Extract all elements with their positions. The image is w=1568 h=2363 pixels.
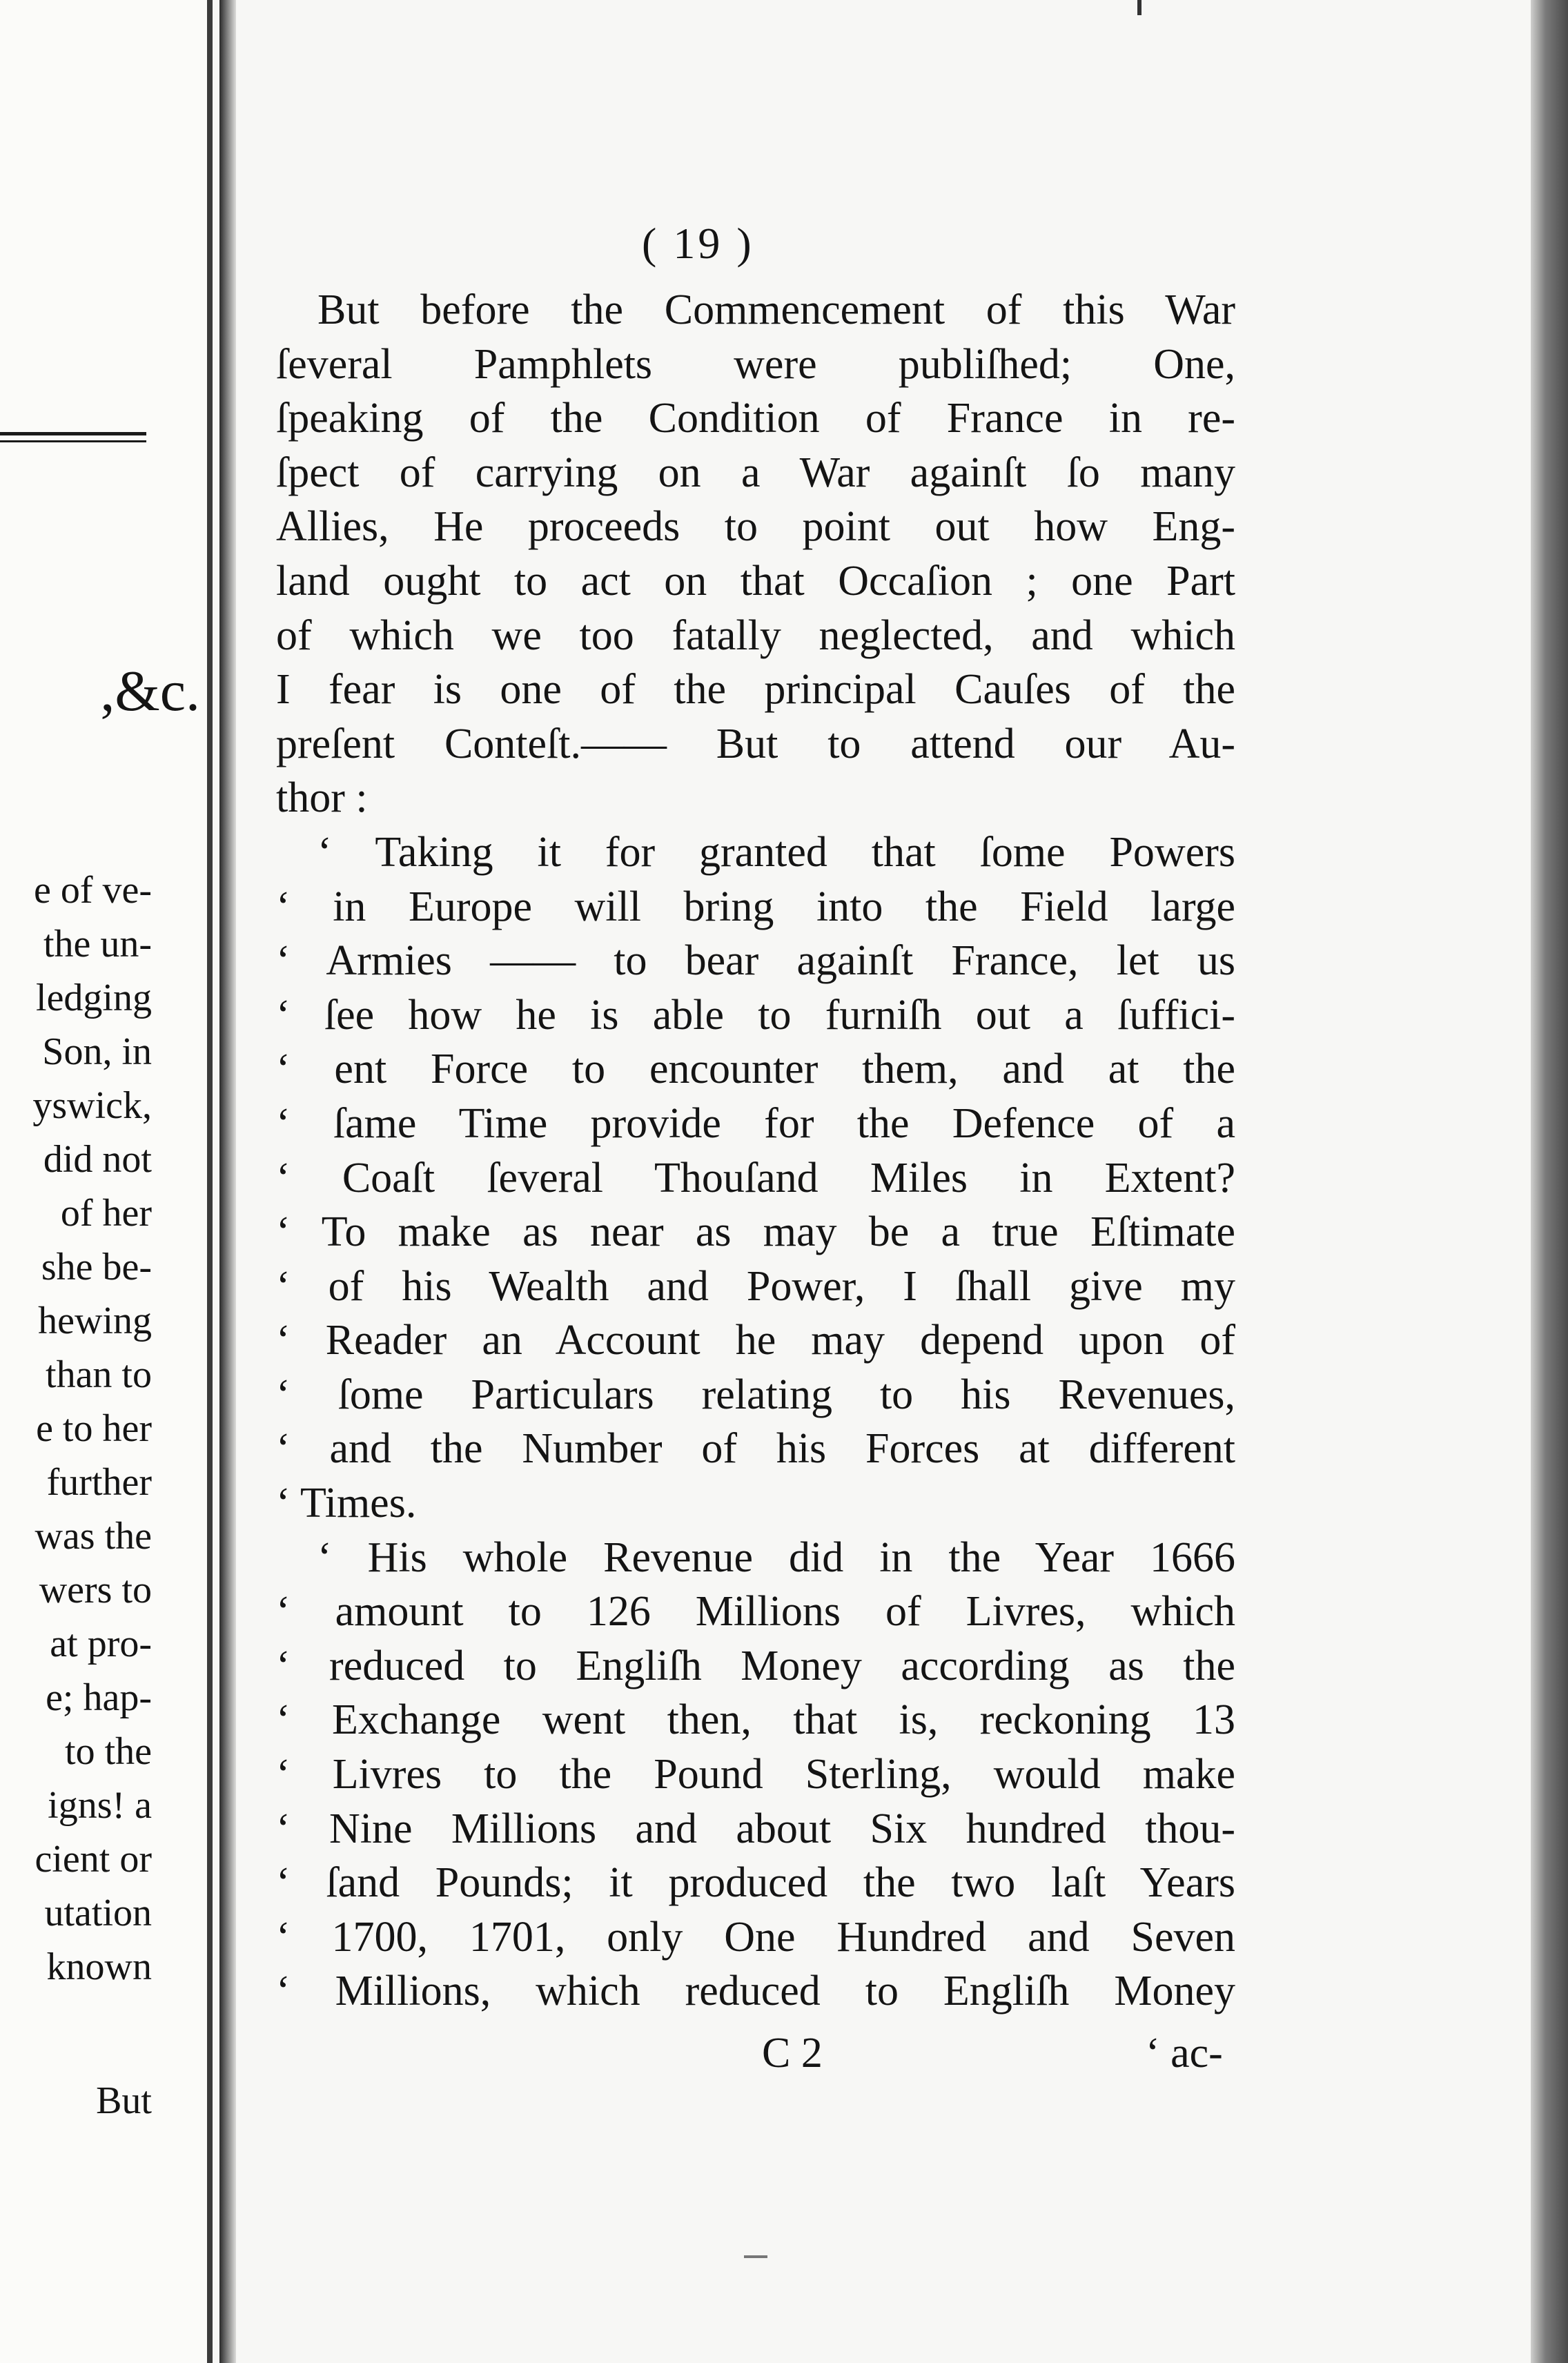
facing-page-line: e of ve- <box>33 869 152 912</box>
text-line: ‘ Taking it for granted that ſome Powers <box>317 828 1235 876</box>
facing-page-rule <box>0 432 146 435</box>
facing-page-line: than to <box>46 1353 152 1396</box>
page-number: ( 19 ) <box>642 219 754 268</box>
text-line: ‘ Reader an Account he may depend upon of <box>276 1317 1235 1364</box>
signature-mark: C 2 <box>762 2030 823 2077</box>
facing-page-line: was the <box>35 1515 152 1558</box>
text-line: Allies, He proceeds to point out how Eng- <box>276 503 1235 551</box>
text-line: ‘ in Europe will bring into the Field large <box>276 883 1235 930</box>
facing-page-line: of her <box>60 1192 152 1235</box>
text-line: ‘ Livres to the Pound Sterling, would make <box>276 1751 1235 1798</box>
facing-page-line: ledging <box>36 977 152 1019</box>
facing-page-line: igns! a <box>48 1784 152 1827</box>
text-line: ‘ ſand Pounds; it produced the two laſt Years <box>276 1859 1235 1907</box>
facing-page-line: e; hap- <box>46 1676 152 1719</box>
text-line: ‘ His whole Revenue did in the Year 1666 <box>317 1533 1235 1581</box>
facing-page-line: she be- <box>41 1246 152 1288</box>
text-line: preſent Conteſt.—— But to attend our Au- <box>276 720 1235 767</box>
body-text <box>276 283 1235 2019</box>
dash-mark <box>744 2255 767 2258</box>
facing-page-fragment <box>0 0 207 2363</box>
facing-page-line: But <box>96 2079 152 2122</box>
facing-page-line: further <box>46 1461 152 1504</box>
facing-page-rule <box>0 440 146 442</box>
gutter-line <box>207 0 213 2363</box>
text-line: But before the Commencement of this War <box>317 286 1235 333</box>
text-line: ‘ reduced to Engliſh Money according as the <box>276 1642 1235 1689</box>
facing-page-line: cient or <box>35 1838 152 1881</box>
text-line: ‘ Millions, which reduced to Engliſh Money <box>276 1968 1235 2015</box>
facing-page-line: ,&c. <box>100 659 200 723</box>
facing-page-line: e to her <box>36 1407 152 1450</box>
text-line: ‘ Armies —— to bear againſt France, let us <box>276 937 1235 985</box>
facing-page-line: Son, in <box>42 1030 152 1073</box>
facing-page-line: utation <box>44 1892 152 1934</box>
edge-mark <box>1137 0 1141 15</box>
text-line: ‘ 1700, 1701, only One Hundred and Seven <box>276 1913 1235 1961</box>
text-line: ſeveral Pamphlets were publiſhed; One, <box>276 340 1235 388</box>
text-line: ‘ Exchange went then, that is, reckoning 13 <box>276 1696 1235 1744</box>
text-line: ‘ ent Force to encounter them, and at the <box>276 1046 1235 1093</box>
text-line: ‘ To make as near as may be a true Eſtimate <box>276 1208 1235 1256</box>
text-line: ſpeaking of the Condition of France in re- <box>276 395 1235 442</box>
text-line: ſpect of carrying on a War againſt ſo many <box>276 449 1235 496</box>
facing-page-line: wers to <box>39 1569 152 1611</box>
facing-page-line: at pro- <box>50 1622 152 1665</box>
text-line: land ought to act on that Occaſion ; one Part <box>276 557 1235 605</box>
facing-page-line: known <box>46 1945 152 1988</box>
facing-page-line: hewing <box>38 1300 152 1342</box>
facing-page-line: did not <box>43 1138 152 1181</box>
facing-page-line: yswick, <box>32 1084 152 1127</box>
text-line: thor : <box>276 774 368 822</box>
text-line: of which we too fatally neglected, and which <box>276 611 1235 659</box>
text-line: ‘ ſee how he is able to furniſh out a ſuffici- <box>276 991 1235 1039</box>
text-line: ‘ of his Wealth and Power, I ſhall give my <box>276 1262 1235 1310</box>
gutter-shadow <box>219 0 236 2363</box>
text-line: ‘ amount to 126 Millions of Livres, which <box>276 1588 1235 1636</box>
page-edge <box>1531 0 1568 2363</box>
text-line: I fear is one of the principal Cauſes of the <box>276 666 1235 714</box>
text-line: ‘ Nine Millions and about Six hundred thou- <box>276 1805 1235 1852</box>
facing-page-line: the un- <box>43 923 152 965</box>
text-line: ‘ ſome Particulars relating to his Revenues, <box>276 1371 1235 1418</box>
text-line: ‘ Coaſt ſeveral Thouſand Miles in Extent? <box>276 1154 1235 1202</box>
catchword: ‘ ac- <box>1146 2030 1223 2077</box>
text-line: ‘ Times. <box>276 1480 417 1527</box>
facing-page-line: to the <box>65 1730 152 1773</box>
text-line: ‘ and the Number of his Forces at different <box>276 1425 1235 1473</box>
text-line: ‘ ſame Time provide for the Defence of a <box>276 1099 1235 1147</box>
